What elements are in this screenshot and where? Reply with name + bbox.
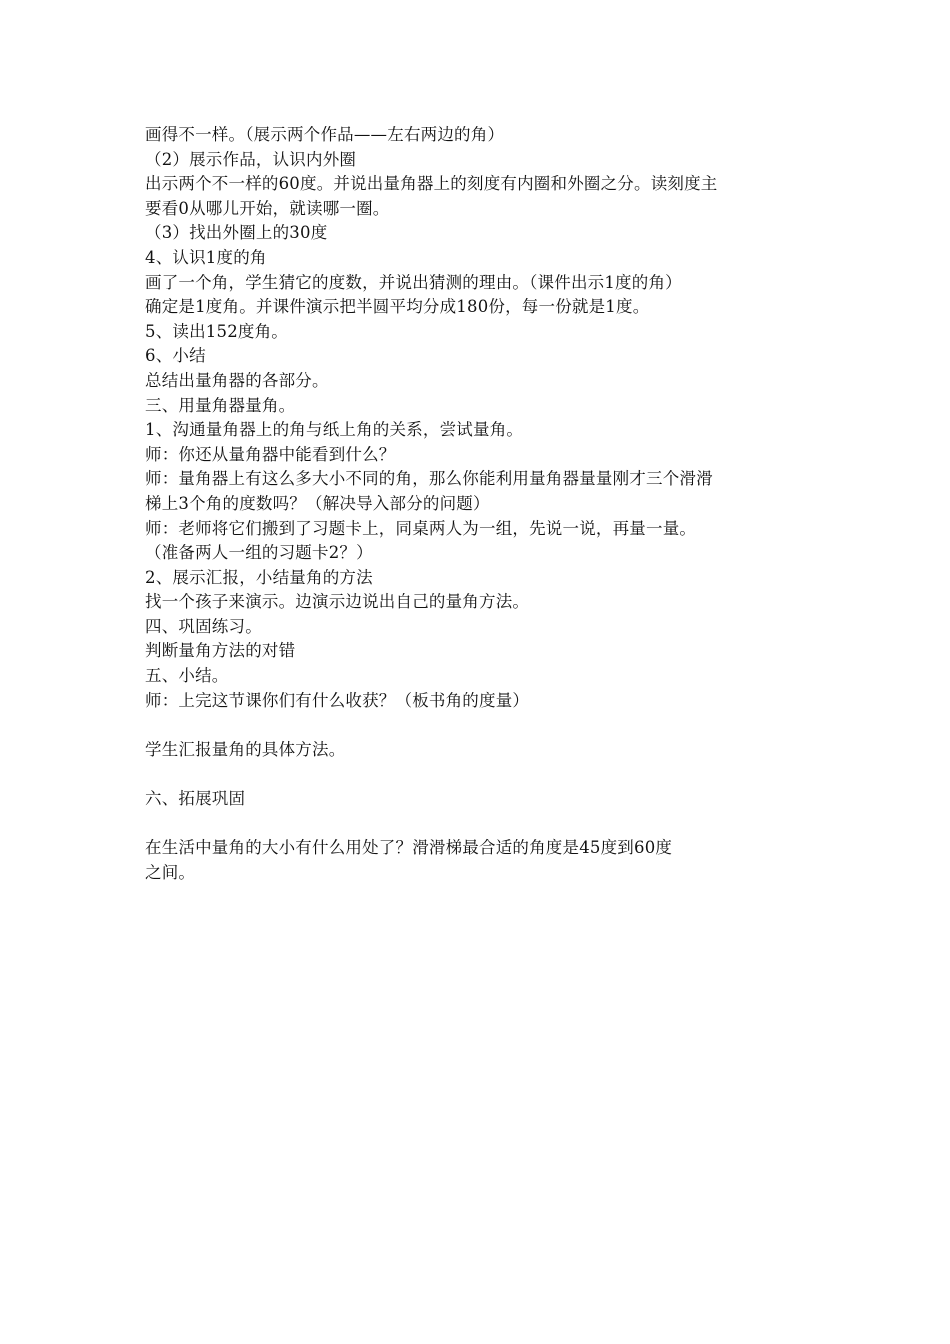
text-line: 画得不一样。（展示两个作品——左右两边的角） [145,125,505,144]
text-line: （3）找出外圈上的30度 [145,223,328,243]
section-heading: 5、读出152度角。 [145,321,288,341]
text-line: 确定是1度角。并课件演示把半圆平均分成180份，每一份就是1度。 [145,297,650,317]
blank-line [145,713,815,738]
text-line: 之间。 [145,862,196,882]
text-line: 要看0从哪儿开始，就读哪一圈。 [145,198,390,218]
text-line: 总结出量角器的各部分。 [145,370,329,390]
text-line: 学生汇报量角的具体方法。 [145,739,346,759]
text-line: 1、沟通量角器上的角与纸上角的关系，尝试量角。 [145,420,524,440]
section-heading: 2、展示汇报，小结量角的方法 [145,567,373,587]
section-heading: 四、巩固练习。 [145,616,262,636]
section-heading: 6、小结 [145,346,206,366]
text-line: （准备两人一组的习题卡2？） [145,543,373,563]
section-heading: 4、认识1度的角 [145,247,267,267]
section-heading: 五、小结。 [145,666,229,686]
text-line: 师：你还从量角器中能看到什么？ [145,444,396,464]
blank-line [145,762,815,787]
text-line: 画了一个角，学生猜它的度数，并说出猜测的理由。（课件出示1度的角） [145,272,682,292]
text-line: （2）展示作品，认识内外圈 [145,149,357,169]
text-line: 师：量角器上有这么多大小不同的角，那么你能利用量角器量量刚才三个滑滑 [145,469,713,489]
text-line: 出示两个不一样的60度。并说出量角器上的刻度有内圈和外圈之分。读刻度主 [145,174,718,194]
section-heading: 三、用量角器量角。 [145,395,296,415]
text-line: 找一个孩子来演示。边演示边说出自己的量角方法。 [145,592,530,612]
document-body [145,123,815,885]
section-heading: 六、拓展巩固 [145,789,246,809]
blank-line [145,812,815,837]
text-line: 师：老师将它们搬到了习题卡上，同桌两人为一组，先说一说，再量一量。 [145,518,697,538]
text-line: 判断量角方法的对错 [145,641,296,661]
text-line: 师：上完这节课你们有什么收获？（板书角的度量） [145,690,530,710]
text-line: 在生活中量角的大小有什么用处了？滑滑梯最合适的角度是45度到60度 [145,838,673,858]
text-line: 梯上3个角的度数吗？（解决导入部分的问题） [145,493,490,513]
